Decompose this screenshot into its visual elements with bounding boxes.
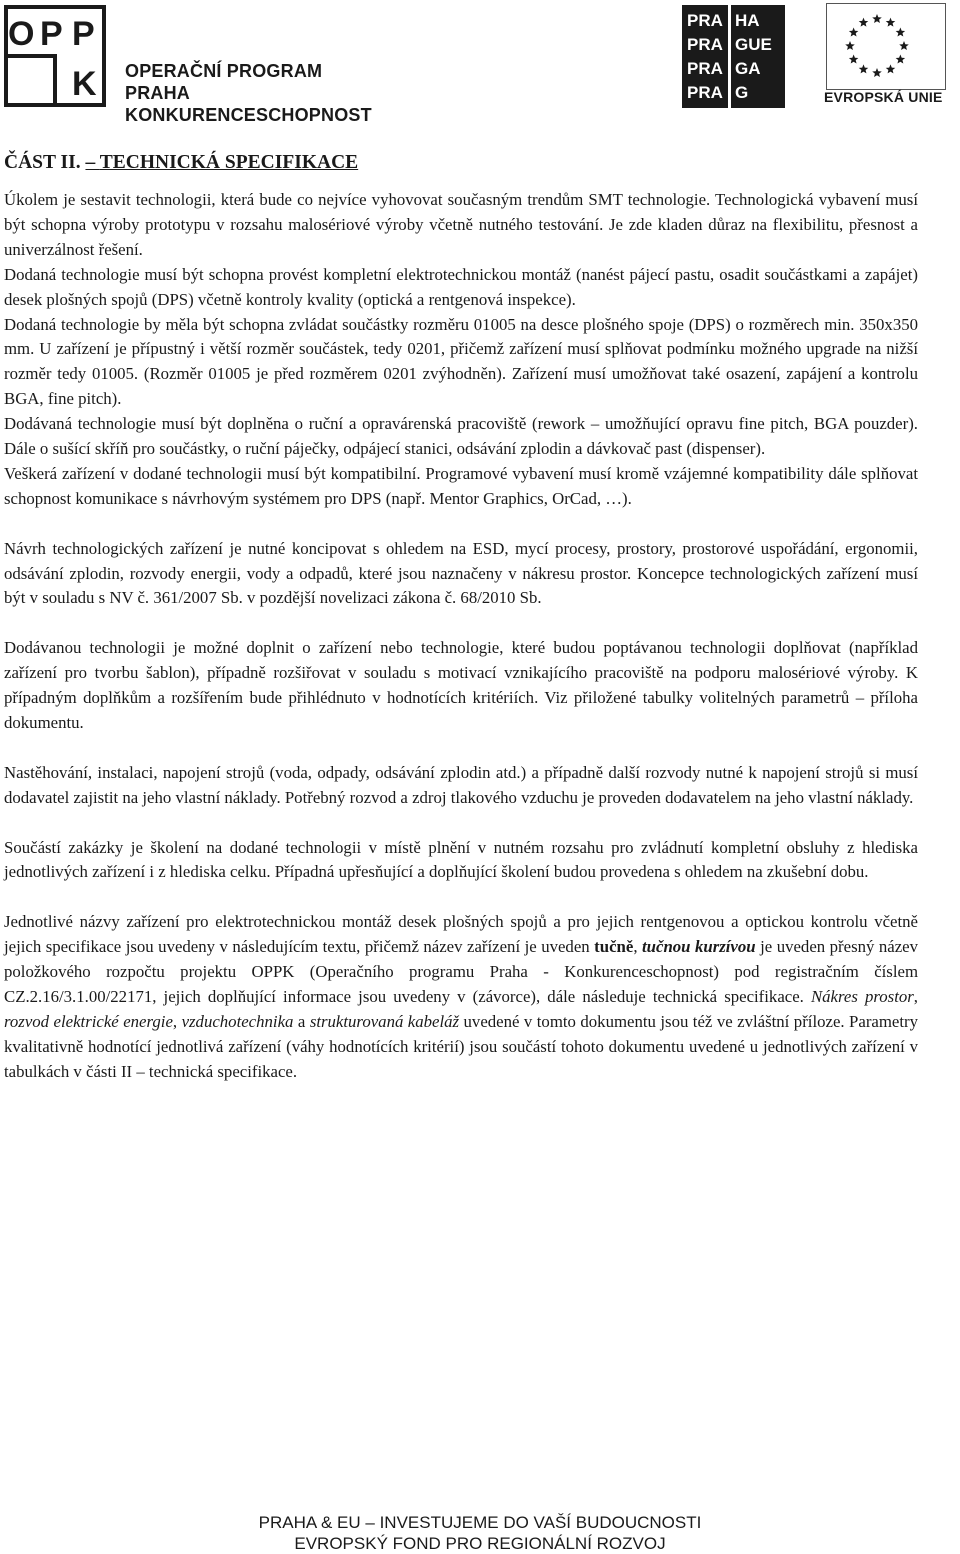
- prague-logo-cell: PRA: [687, 35, 723, 54]
- prague-logo-cell: PRA: [687, 11, 723, 30]
- paragraph-device-names: Jednotlivé názvy zařízení pro elektrotechnickou montáž desek plošných spojů a pro jejich rentgenovou a optickou kontrolu včetně jejich specifikace jsou uvedeny v následujícím textu, přičemž název zařízení je uveden tučně, tučnou kurzívou je uveden přesný název položkového rozpočtu projektu OPPK (Operačního programu Praha - Konkurenceschopnost) pod registračním číslem CZ.2.16/3.1.00/22171, jejich doplňující informace jsou uvedeny v (závorce), dále následuje technická specifikace. Nákres prostor, rozvod elektrické energie, vzduchotechnika a strukturovaná kabeláž uvedené v tomto dokumentu jsou též ve zvláštní příloze. Parametry kvalitativně hodnotící jednotlivá zařízení (váhy hodnotících kritérií) jsou součástí tohoto dokumentu uvedené u jednotlivých zařízení v tabulkách v části II – technická specifikace.: [4, 912, 919, 1081]
- eu-star-icon: [849, 55, 859, 64]
- section-title-main: – TECHNICKÁ SPECIFIKACE: [85, 152, 359, 173]
- paragraph-design: Návrh technologických zařízení je nutné koncipovat s ohledem na ESD, mycí procesy, prostory, prostorové uspořádání, ergonomii, odsávání zplodin, rozvody energii, vody a odpadů, které jsou naznačeny v nákresu prostor. Koncepce technologických zařízení musí být v souladu s NV č. 361/2007 Sb. v pozdější novelizaci zákona č. 68/2010 Sb.: [4, 538, 918, 608]
- paragraph-compatibility: Veškerá zařízení v dodané technologii musí být kompatibilní. Programové vybavení musí kromě vzájemné kompatibility dále splňovat schopnost komunikace s návrhovým systémem pro DPS (např. Mentor Graphics, OrCad, …).: [4, 463, 918, 508]
- footer-line2: EVROPSKÝ FOND PRO REGIONÁLNÍ ROZVOJ: [294, 1534, 666, 1553]
- paragraph-installation: Nastěhování, instalaci, napojení strojů (voda, odpady, odsávání zplodin atd.) a případně další rozvody nutné k napojení strojů si musí dodavatel zajistit na jeho vlastní náklady. Potřebný rozvod a zdroj tlakového vzduchu je proveden dodavatelem na jeho vlastní náklady.: [4, 762, 918, 807]
- eu-star-icon: [886, 18, 896, 27]
- paragraph-assembly: Dodaná technologie musí být schopna provést kompletní elektrotechnickou montáž (nanést pájecí pastu, osadit součástkami a zapájet) desek plošných spojů (DPS) včetně kontroly kvality (optická a rentgenová inspekce).: [4, 264, 918, 309]
- italic-vzduchotechnika: vzduchotechnika: [181, 1011, 294, 1031]
- eu-star-icon: [886, 64, 896, 73]
- prague-logo-cell: HA: [735, 11, 760, 30]
- eu-flag-icon: [826, 3, 946, 90]
- prague-logo-cell: G: [735, 83, 749, 102]
- eu-star-icon: [896, 55, 906, 64]
- oppk-program-line1: OPERAČNÍ PROGRAM PRAHA: [125, 61, 323, 103]
- eu-star-icon: [845, 41, 855, 50]
- italic-rozvod: rozvod elektrické energie: [4, 1011, 173, 1031]
- italic-kabelaz: strukturovaná kabeláž: [309, 1011, 460, 1031]
- prague-logo-cell: GA: [735, 59, 761, 78]
- document-body: [4, 150, 918, 1085]
- prague-logo-divider: [728, 5, 731, 108]
- oppk-program-name: [125, 60, 382, 126]
- page-header: [0, 0, 960, 125]
- paragraph-intro: Úkolem je sestavit technologii, která bude co nejvíce vyhovovat současným trendům SMT technologie. Technologická vybavení musí být schopna výroby prototypu v rozsahu malosériové výroby včetně nutného testování. Je zde kladen důraz na flexibilitu, přesnost a univerzálnost řešení.: [4, 190, 918, 259]
- oppk-letter-o: O: [8, 15, 35, 53]
- oppk-letter-p1: P: [40, 15, 63, 53]
- section-title-prefix: ČÁST II.: [4, 152, 81, 173]
- eu-star-icon: [899, 41, 909, 50]
- bold-italic-example: tučnou kurzívou: [642, 937, 756, 957]
- eu-star-icon: [872, 68, 882, 77]
- oppk-letter-k: K: [72, 65, 97, 103]
- oppk-program-line2: KONKURENCESCHOPNOST: [125, 105, 372, 125]
- eu-label: EVROPSKÁ UNIE: [824, 89, 943, 105]
- oppk-logo-mark: [2, 3, 108, 109]
- prague-logo-cell: PRA: [687, 83, 723, 102]
- eu-star-icon: [849, 28, 859, 37]
- prague-logo-cell: PRA: [687, 59, 723, 78]
- oppk-logo: [2, 3, 382, 125]
- eu-star-icon: [896, 28, 906, 37]
- bold-example: tučně: [594, 937, 634, 957]
- paragraph-training: Součástí zakázky je školení na dodané technologii v místě plnění v nutném rozsahu pro zvládnutí kompletní obsluhy z hlediska jednotlivých zařízení i z hlediska celku. Případná upřesňující a doplňující školení budou provedena s ohledem na zkušební dobu.: [4, 837, 918, 882]
- section-title: [4, 150, 918, 176]
- paragraph-extensions: Dodávanou technologii je možné doplnit o zařízení nebo technologie, které budou poptávanou technologii doplňovat (například zařízení pro tvorbu šablon), případně rozšiřovat v souladu s motivací vznikajícího pracoviště na podporu malosériové výroby. K případným doplňkům a rozšířením bude přihlédnuto v hodnotících kritériích. Viz přiložené tabulky volitelných parametrů – příloha dokumentu.: [4, 638, 918, 732]
- prague-logo: [682, 5, 785, 108]
- eu-logo: [824, 3, 958, 107]
- paragraph-rework: Dodávaná technologie musí být doplněna o ruční a opravárenská pracoviště (rework – umožňující opravu fine pitch, BGA pouzder). Dále o sušící skříň pro součástky, o ruční páječky, odpájecí stanici, odsávání zplodin a dávkovač past (dispenser).: [4, 414, 918, 459]
- page-footer: [0, 1512, 960, 1554]
- italic-nakres: Nákres prostor: [810, 986, 914, 1006]
- eu-star-icon: [872, 14, 882, 23]
- paragraph-components: Dodaná technologie by měla být schopna zvládat součástky rozměru 01005 na desce plošného spoje (DPS) o rozměrech min. 350x350 mm. U zařízení je přípustný i větší rozměr součástek, tedy 0201, přičemž zařízení musí splňovat podmínku možného upgrade na nižší rozměr tedy 01005. (Rozměr 01005 je před rozměrem 0201 zvýhodněn). Zařízení musí umožňovat také osazení, zapájení a kontrolu BGA, fine pitch).: [4, 314, 918, 409]
- footer-line1: PRAHA & EU – INVESTUJEME DO VAŠÍ BUDOUCNOSTI: [258, 1513, 702, 1532]
- oppk-letter-p2: P: [72, 15, 95, 53]
- eu-star-icon: [859, 18, 869, 27]
- eu-star-icon: [859, 64, 869, 73]
- prague-logo-cell: GUE: [735, 35, 772, 54]
